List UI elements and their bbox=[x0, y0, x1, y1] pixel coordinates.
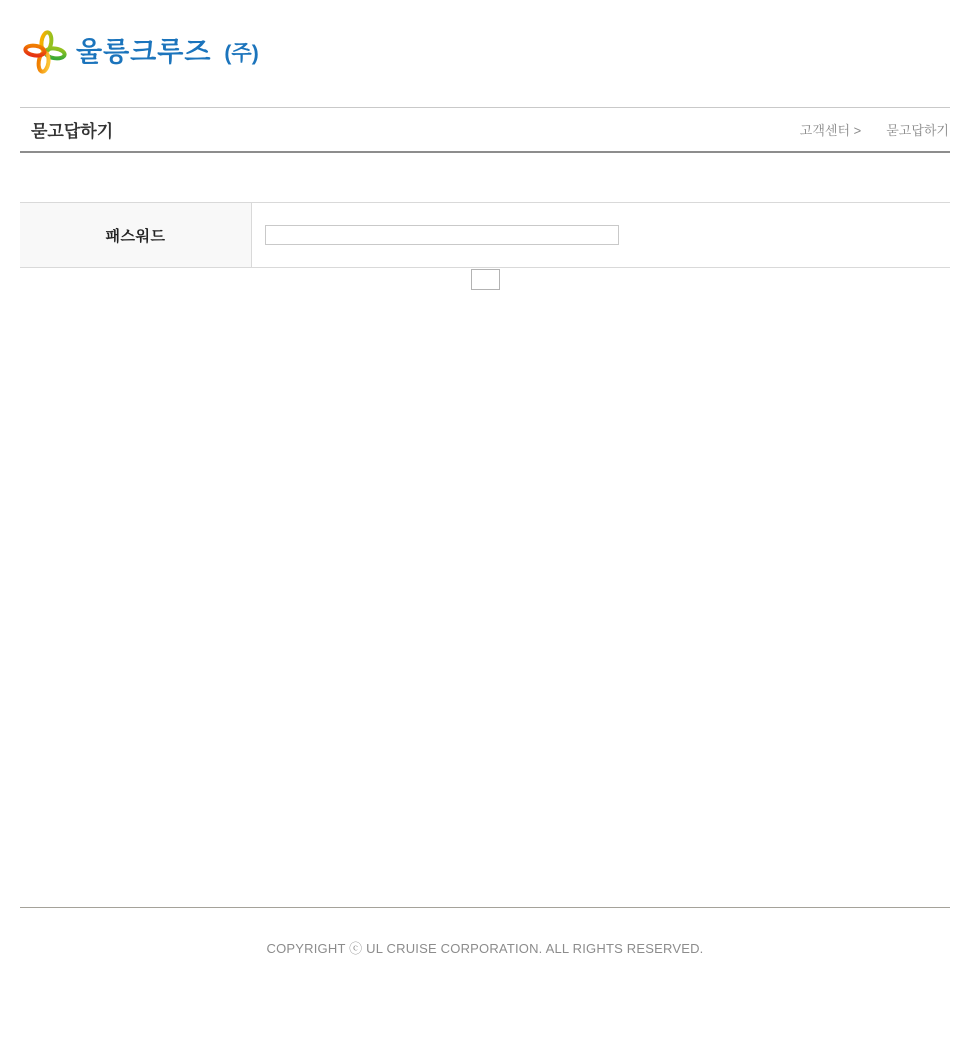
company-logo[interactable] bbox=[0, 0, 970, 76]
copyright-text: COPYRIGHT ⓒ UL CRUISE CORPORATION. ALL RIGHTS RESERVED. bbox=[266, 941, 704, 956]
password-label-cell bbox=[20, 203, 252, 267]
password-label: 패스워드 bbox=[105, 227, 166, 245]
page-header-bar bbox=[20, 107, 950, 153]
breadcrumb bbox=[800, 120, 950, 139]
footer-divider bbox=[20, 907, 950, 957]
breadcrumb-current: 묻고답하기 bbox=[886, 123, 949, 138]
password-field-cell bbox=[252, 203, 950, 267]
submit-row bbox=[0, 269, 970, 291]
logo-company-name: 울릉크루즈 bbox=[76, 36, 212, 67]
page-title: 묻고답하기 bbox=[31, 122, 114, 141]
logo-company-suffix: (주) bbox=[224, 42, 259, 65]
password-input[interactable] bbox=[265, 225, 619, 245]
submit-button[interactable] bbox=[471, 269, 500, 290]
password-table bbox=[20, 202, 950, 268]
breadcrumb-parent-link[interactable]: 고객센터 > bbox=[799, 123, 862, 138]
logo-flower-icon bbox=[23, 29, 67, 75]
